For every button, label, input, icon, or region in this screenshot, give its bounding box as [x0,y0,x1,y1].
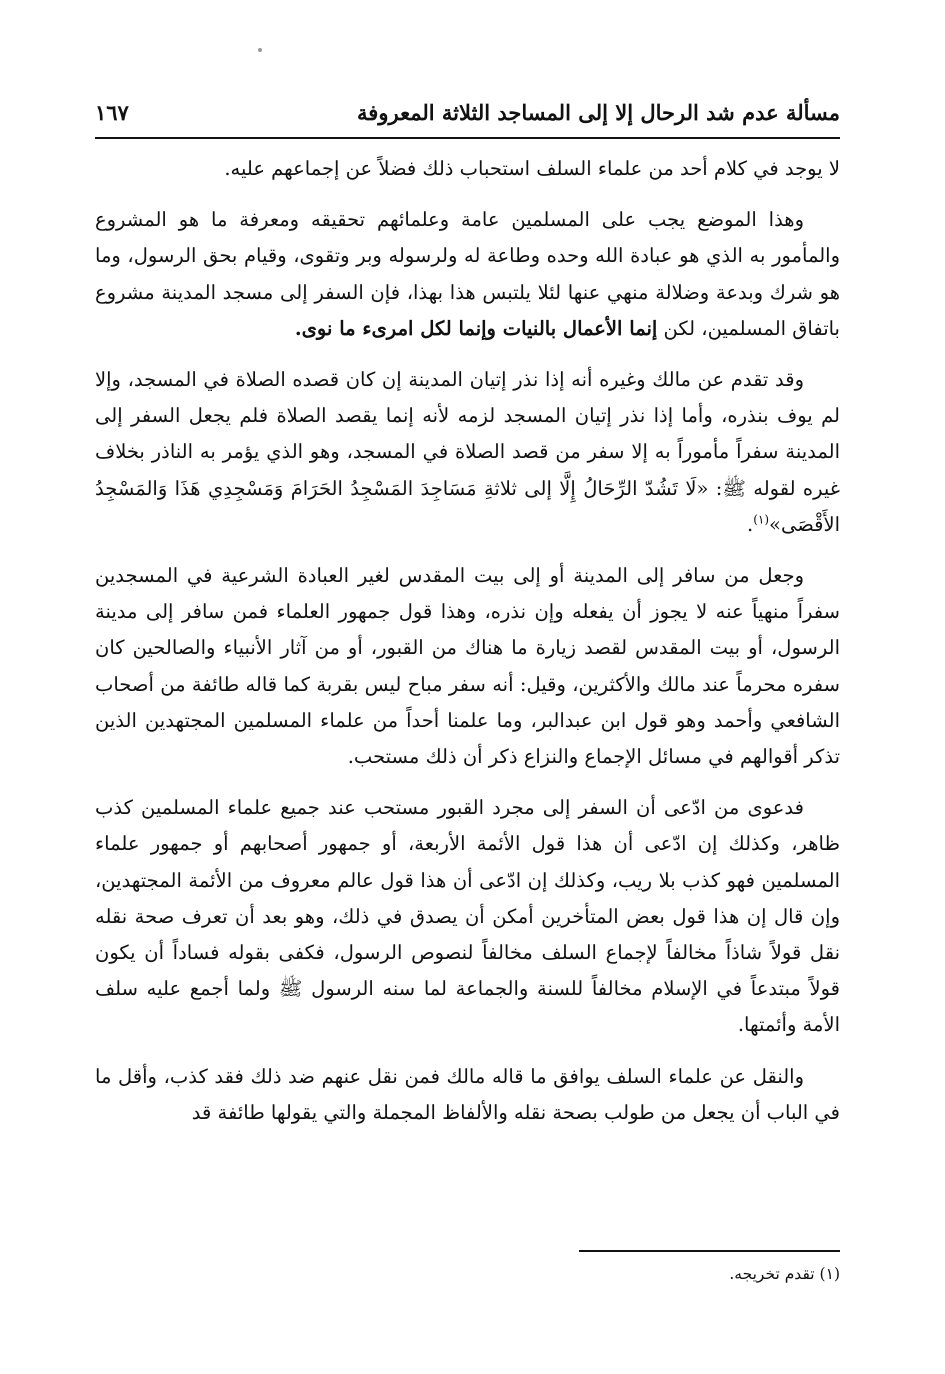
paragraph-text: وهذا الموضع يجب على المسلمين عامة وعلمائهم تحقيقه ومعرفة ما هو المشروع والمأمور به الذي هو عبادة الله وحده وطاعة له ولرسوله وبر وتقوى، وقيام بحق الرسول، وما هو شرك وبدعة وضلالة منهي عنها لئلا يلتبس هذا بهذا، فإن السفر إلى مسجد المدينة مشروع باتفاق المسلمين، لكن [95,208,840,340]
page-number: ١٦٧ [95,100,129,125]
scan-speck [258,48,262,52]
footnote-rule [579,1250,840,1252]
paragraph-text: وجعل من سافر إلى المدينة أو إلى بيت المقدس لغير العبادة الشرعية في المسجدين سفراً منهياً عنه لا يجوز أن يفعله وإن نذره، وهذا قول جمهور العلماء فمن سافر إلى مدينة الرسول، أو بيت المقدس لقصد زيارة ما هناك من القبور، أو من آثار الأنبياء والصالحين كان سفره محرماً عند مالك والأكثرين، وقيل: أنه سفر مباح ليس بقربة كما قاله طائفة من أصحاب الشافعي وأحمد وهو قول ابن عبدالبر، وما علمنا أحداً من علماء المسلمين المجتهدين الذين تذكر أقوالهم في مسائل الإجماع والنزاع ذكر أن ذلك مستحب. [95,564,840,769]
header-rule [95,137,840,139]
running-title: مسألة عدم شد الرحال إلا إلى المساجد الثلاثة المعروفة [357,100,840,125]
footnote-ref: (١) [753,512,770,527]
paragraph-text: فدعوى من ادّعى أن السفر إلى مجرد القبور مستحب عند جميع علماء المسلمين كذب ظاهر، وكذلك إن ادّعى أن هذا قول الأئمة الأربعة، أو جمهور أصحابهم أو جمهور علماء المسلمين فهو كذب بلا ريب، وكذلك إن ادّعى أن هذا قول عالم معروف من الأئمة المجتهدين، وإن قال إن هذا قول بعض المتأخرين أمكن أن يصدق في ذلك، وهو بعد أن تعرف صحة نقله نقل قولاً شاذاً مخالفاً لإجماع السلف مخالفاً لنصوص الرسول، فكفى بقوله فساداً أن يكون قولاً مبتدعاً في الإسلام مخالفاً للسنة والجماعة لما سنه الرسول ﷺ ولما أجمع عليه سلف الأمة وأئمتها. [95,796,840,1037]
paragraph-text: والنقل عن علماء السلف يوافق ما قاله مالك فمن نقل عنهم ضد ذلك فقد كذب، وأقل ما في الباب أن يجعل من طولب بصحة نقله والألفاظ المجملة والتي يقولها طائفة قد [95,1064,840,1124]
paragraph-end: . [747,512,754,536]
hadith-emphasis: إنما الأعمال بالنيات وإنما لكل امرىء ما نوى. [294,316,658,340]
paragraph-1 [95,151,840,187]
paragraph-text: لا يوجد في كلام أحد من علماء السلف استحباب ذلك فضلاً عن إجماعهم عليه. [224,157,840,180]
paragraph-4 [95,558,840,775]
page-header [95,96,840,132]
footnote [95,1262,840,1286]
paragraph-6 [95,1059,840,1131]
paragraph-2 [95,202,840,347]
paragraph-text: وقد تقدم عن مالك وغيره أنه إذا نذر إتيان المدينة إن كان قصده الصلاة في المسجد، وإلا لم يوف بنذره، وأما إذا نذر إتيان المسجد لزمه لأنه إنما يقصد الصلاة فلم يجعل السفر إلى المدينة سفراً مأموراً به إلا سفر من قصد الصلاة في المسجد، وهو الذي يؤمر به الناذر بخلاف غيره لقوله ﷺ: «لَا تَشُدّ الرِّحَالُ إِلَّا إلى ثلاثةِ مَسَاجِدَ المَسْجِدُ الحَرَامَ وَمَسْجِدِي هَذَا وَالمَسْجِدُ الأَقْصَى» [95,368,840,536]
footnote-text: تقدم تخريجه. [729,1265,815,1283]
footnote-marker: (١) [819,1265,840,1283]
paragraph-3 [95,362,840,543]
body-text [95,151,840,1146]
paragraph-5 [95,790,840,1043]
